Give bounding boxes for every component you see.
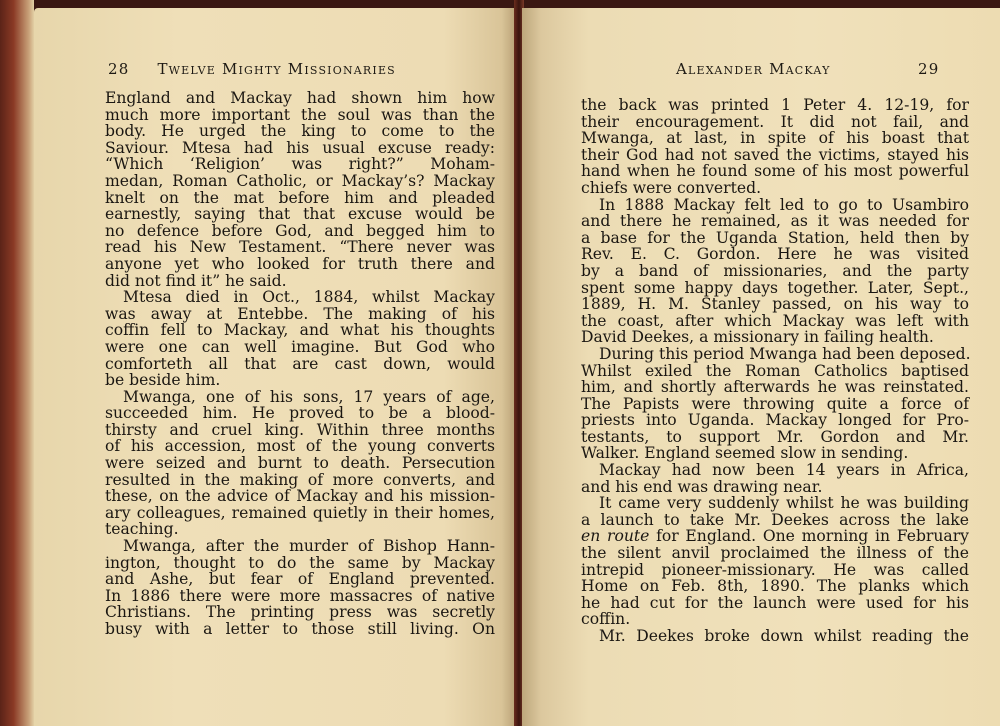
text-line: testants, to support Mr. Gordon and Mr. bbox=[581, 427, 969, 446]
text-line: these, on the advice of Mackay and his mission- bbox=[105, 487, 495, 506]
text-line: knelt on the mat before him and pleaded bbox=[105, 188, 495, 207]
text-line: Saviour. Mtesa had his usual excuse ready: bbox=[105, 138, 495, 157]
text-line: hand when he found some of his most powerful bbox=[581, 162, 969, 181]
text-line: he had cut for the launch were used for his bbox=[581, 593, 969, 612]
text-line: Mwanga, one of his sons, 17 years of age, bbox=[123, 387, 495, 406]
text-line: Mr. Deekes broke down whilst reading the bbox=[599, 627, 969, 645]
text-line: During this period Mwanga had been deposed. bbox=[599, 344, 971, 363]
text-line: no defence before God, and begged him to bbox=[105, 221, 495, 240]
text-line: Walker. England seemed slow in sending. bbox=[581, 444, 909, 463]
text-line: comforteth all that are cast down, would bbox=[105, 354, 495, 373]
text-line: “Which ‘Religion’ was right?” Moham- bbox=[105, 155, 495, 174]
text-line: Mwanga, after the murder of Bishop Hann- bbox=[123, 537, 495, 556]
text-line: much more important the soul was than the bbox=[105, 105, 495, 124]
italic-phrase: en route bbox=[581, 527, 650, 546]
text-line: of his accession, most of the young converts bbox=[105, 437, 495, 456]
text-line: In 1886 there were more massacres of native bbox=[105, 586, 495, 605]
text-line: a base for the Uganda Station, held then by bbox=[581, 228, 969, 247]
text-line: a launch to take Mr. Deekes across the lake bbox=[581, 510, 969, 529]
text-line: did not find it” he said. bbox=[105, 271, 287, 290]
text-line: and his end was drawing near. bbox=[581, 477, 823, 496]
text-line: 1889, H. M. Stanley passed, on his way to bbox=[581, 295, 969, 314]
right-running-head bbox=[676, 60, 976, 78]
right-page bbox=[522, 8, 1000, 726]
right-running-head-title: Alexander Mackay bbox=[676, 60, 831, 78]
text-line: were seized and burnt to death. Persecution bbox=[105, 454, 495, 473]
text-line: read his New Testament. “There never was bbox=[105, 238, 495, 257]
text-line: spent some happy days together. Later, Sept., bbox=[581, 278, 969, 297]
text-line: Mtesa died in Oct., 1884, whilst Mackay bbox=[123, 288, 495, 307]
text-line: and there he remained, as it was needed for bbox=[581, 212, 969, 231]
text-line: intrepid pioneer-missionary. He was called bbox=[581, 560, 969, 579]
right-page-number: 29 bbox=[917, 60, 940, 78]
text-line: were one can well imagine. But God who bbox=[105, 337, 495, 356]
text-line: David Deekes, a missionary in failing health. bbox=[581, 328, 934, 347]
text-line: Mwanga, at last, in spite of his boast that bbox=[581, 129, 969, 148]
text-line: In 1888 Mackay felt led to go to Usambiro bbox=[599, 195, 969, 214]
text-line: be beside him. bbox=[105, 371, 221, 390]
text-line: ary colleagues, remained quietly in their homes, bbox=[105, 503, 495, 522]
text-line: by a band of missionaries, and the party bbox=[581, 261, 969, 280]
text-line: busy with a letter to those still living. On bbox=[105, 620, 495, 638]
text-line: The Papists were throwing quite a force of bbox=[581, 394, 969, 413]
text-line: priests into Uganda. Mackay longed for Pro- bbox=[581, 411, 969, 430]
text-line: Mackay had now been 14 years in Africa, bbox=[599, 461, 969, 480]
text-line: ington, thought to do the same by Mackay bbox=[105, 553, 495, 572]
text-line: the silent anvil proclaimed the illness of the bbox=[581, 544, 969, 563]
text-line: Rev. E. C. Gordon. Here he was visited bbox=[581, 245, 969, 264]
text-line: the coast, after which Mackay was left with bbox=[581, 311, 969, 330]
text-line: the back was printed 1 Peter 4. 12-19, for bbox=[581, 96, 969, 114]
text-line: their encouragement. It did not fail, and bbox=[581, 112, 969, 131]
text-line: coffin fell to Mackay, and what his thoughts bbox=[105, 321, 495, 340]
left-page-number: 28 bbox=[108, 60, 130, 78]
text-line: chiefs were converted. bbox=[581, 178, 762, 197]
book-cover-edge bbox=[0, 0, 34, 726]
text-line: medan, Roman Catholic, or Mackay’s? Mackay bbox=[105, 171, 495, 190]
text-line bbox=[581, 528, 969, 545]
text-line-rest: for England. One morning in February bbox=[649, 527, 969, 546]
text-line: Christians. The printing press was secretly bbox=[105, 603, 495, 622]
text-line: anyone yet who looked for truth there and bbox=[105, 254, 495, 273]
left-page bbox=[34, 8, 516, 726]
text-line: thirsty and cruel king. Within three months bbox=[105, 420, 495, 439]
text-line: Whilst exiled the Roman Catholics baptised bbox=[581, 361, 969, 380]
text-line: him, and shortly afterwards he was reinstated. bbox=[581, 378, 969, 397]
text-line: teaching. bbox=[105, 520, 179, 539]
text-line: coffin. bbox=[581, 610, 631, 629]
text-line: resulted in the making of more converts, and bbox=[105, 470, 495, 489]
text-line: It came very suddenly whilst he was building bbox=[599, 494, 969, 513]
left-running-head-title: Twelve Mighty Missionaries bbox=[157, 60, 396, 78]
right-page-body bbox=[581, 97, 969, 645]
text-line: body. He urged the king to come to the bbox=[105, 122, 495, 141]
text-line: Home on Feb. 8th, 1890. The planks which bbox=[581, 577, 969, 596]
text-line: succeeded him. He proved to be a blood- bbox=[105, 404, 495, 423]
left-page-body bbox=[105, 90, 495, 638]
text-line: was away at Entebbe. The making of his bbox=[105, 304, 495, 323]
text-line: earnestly, saying that that excuse would be bbox=[105, 205, 495, 224]
left-running-head bbox=[108, 60, 448, 78]
text-line: and Ashe, but fear of England prevented. bbox=[105, 570, 495, 589]
text-line: England and Mackay had shown him how bbox=[105, 89, 495, 107]
text-line: their God had not saved the victims, stayed his bbox=[581, 145, 969, 164]
